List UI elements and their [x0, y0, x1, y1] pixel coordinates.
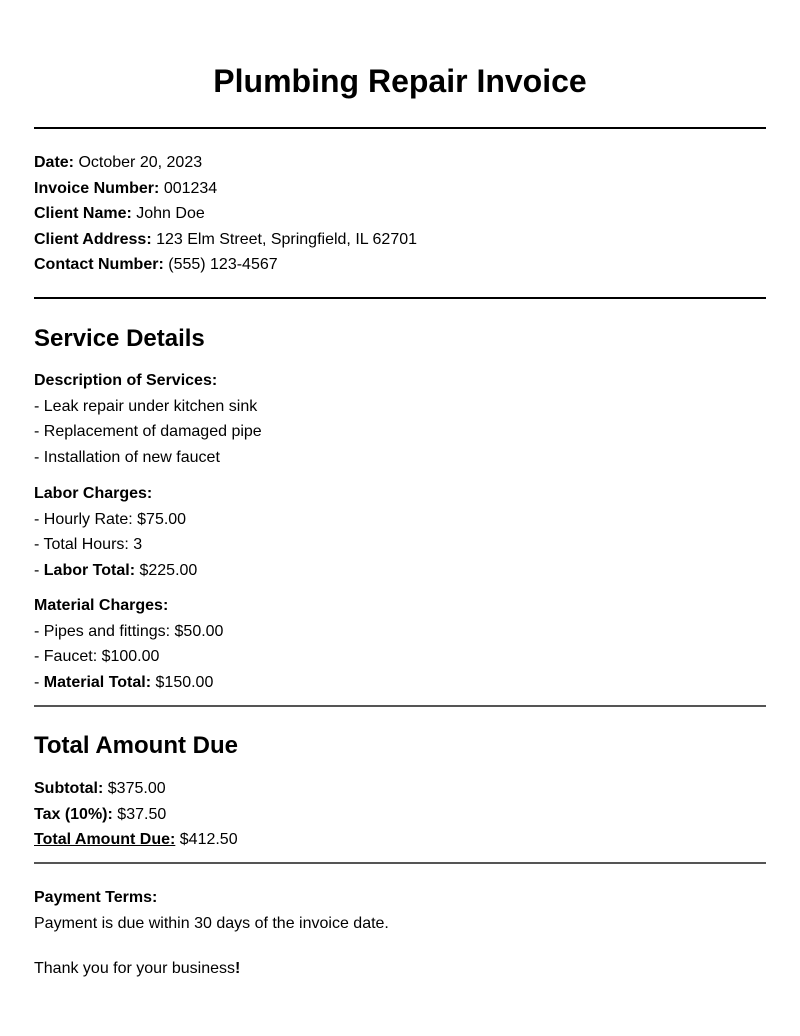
total-due-value: $412.50 [179, 831, 238, 848]
contact-number-value: (555) 123-4567 [168, 256, 278, 273]
thank-you-message: Thank you for your business [34, 960, 235, 977]
divider [34, 127, 766, 129]
contact-number-row [34, 252, 766, 278]
tax-value: $37.50 [117, 805, 167, 823]
totals-heading: Total Amount Due [34, 732, 238, 759]
list-item: - Faucet: $100.00 [34, 648, 160, 665]
subtotal-label: Subtotal: [34, 780, 104, 797]
material-label: Material Charges: [34, 597, 169, 614]
date-label: Date: [34, 154, 75, 171]
labor-section [34, 481, 766, 583]
list-item: - Leak repair under kitchen sink [34, 397, 258, 415]
total-due-row [34, 827, 766, 853]
divider [34, 862, 766, 864]
divider [34, 705, 766, 707]
service-details-section [34, 324, 766, 354]
date-value: October 20, 2023 [78, 154, 203, 171]
list-item: - Installation of new faucet [34, 448, 220, 466]
totals-section [34, 731, 766, 761]
tax-row [34, 802, 766, 828]
labor-total-label: Labor Total: [43, 561, 136, 579]
client-name-row [34, 201, 766, 227]
client-name-value: John Doe [136, 205, 205, 222]
list-item: - Replacement of damaged pipe [34, 423, 262, 440]
client-address-row [34, 227, 766, 253]
totals-rows [34, 776, 766, 853]
material-section [34, 593, 766, 695]
thank-you-exclamation: ! [235, 960, 241, 977]
payment-section [34, 885, 766, 936]
thank-you-text [34, 956, 766, 982]
client-address-label: Client Address: [34, 230, 152, 248]
contact-number-label: Contact Number: [34, 256, 164, 273]
subtotal-row [34, 776, 766, 802]
client-name-label: Client Name: [34, 205, 132, 222]
payment-terms-text: Payment is due within 30 days of the invoice date. [34, 914, 389, 932]
page-title: Plumbing Repair Invoice [213, 63, 587, 99]
list-item: - Hourly Rate: $75.00 [34, 510, 187, 528]
subtotal-value: $375.00 [107, 780, 166, 797]
date-row [34, 150, 766, 176]
list-item: - Pipes and fittings: $50.00 [34, 622, 224, 640]
total-due-label: Total Amount Due: [34, 831, 176, 848]
invoice-number-value: 001234 [163, 179, 218, 197]
list-item: - Total Hours: 3 [34, 536, 143, 553]
description-section [34, 368, 766, 470]
labor-total-prefix: - [34, 561, 44, 579]
description-label: Description of Services: [34, 372, 218, 389]
material-total-label: Material Total: [43, 673, 152, 691]
labor-total-value: $225.00 [139, 561, 198, 579]
material-total-row [34, 670, 766, 696]
invoice-info [34, 150, 766, 278]
divider [34, 297, 766, 299]
payment-terms-label: Payment Terms: [34, 889, 158, 906]
labor-label: Labor Charges: [34, 485, 153, 502]
thank-you-section [34, 956, 766, 982]
client-address-value: 123 Elm Street, Springfield, IL 62701 [156, 230, 418, 248]
labor-total-row [34, 558, 766, 584]
service-details-heading: Service Details [34, 325, 205, 352]
tax-label: Tax (10%): [34, 805, 113, 823]
material-total-prefix: - [34, 673, 44, 691]
invoice-number-label: Invoice Number: [34, 179, 160, 197]
invoice-number-row [34, 176, 766, 202]
material-total-value: $150.00 [155, 673, 214, 691]
